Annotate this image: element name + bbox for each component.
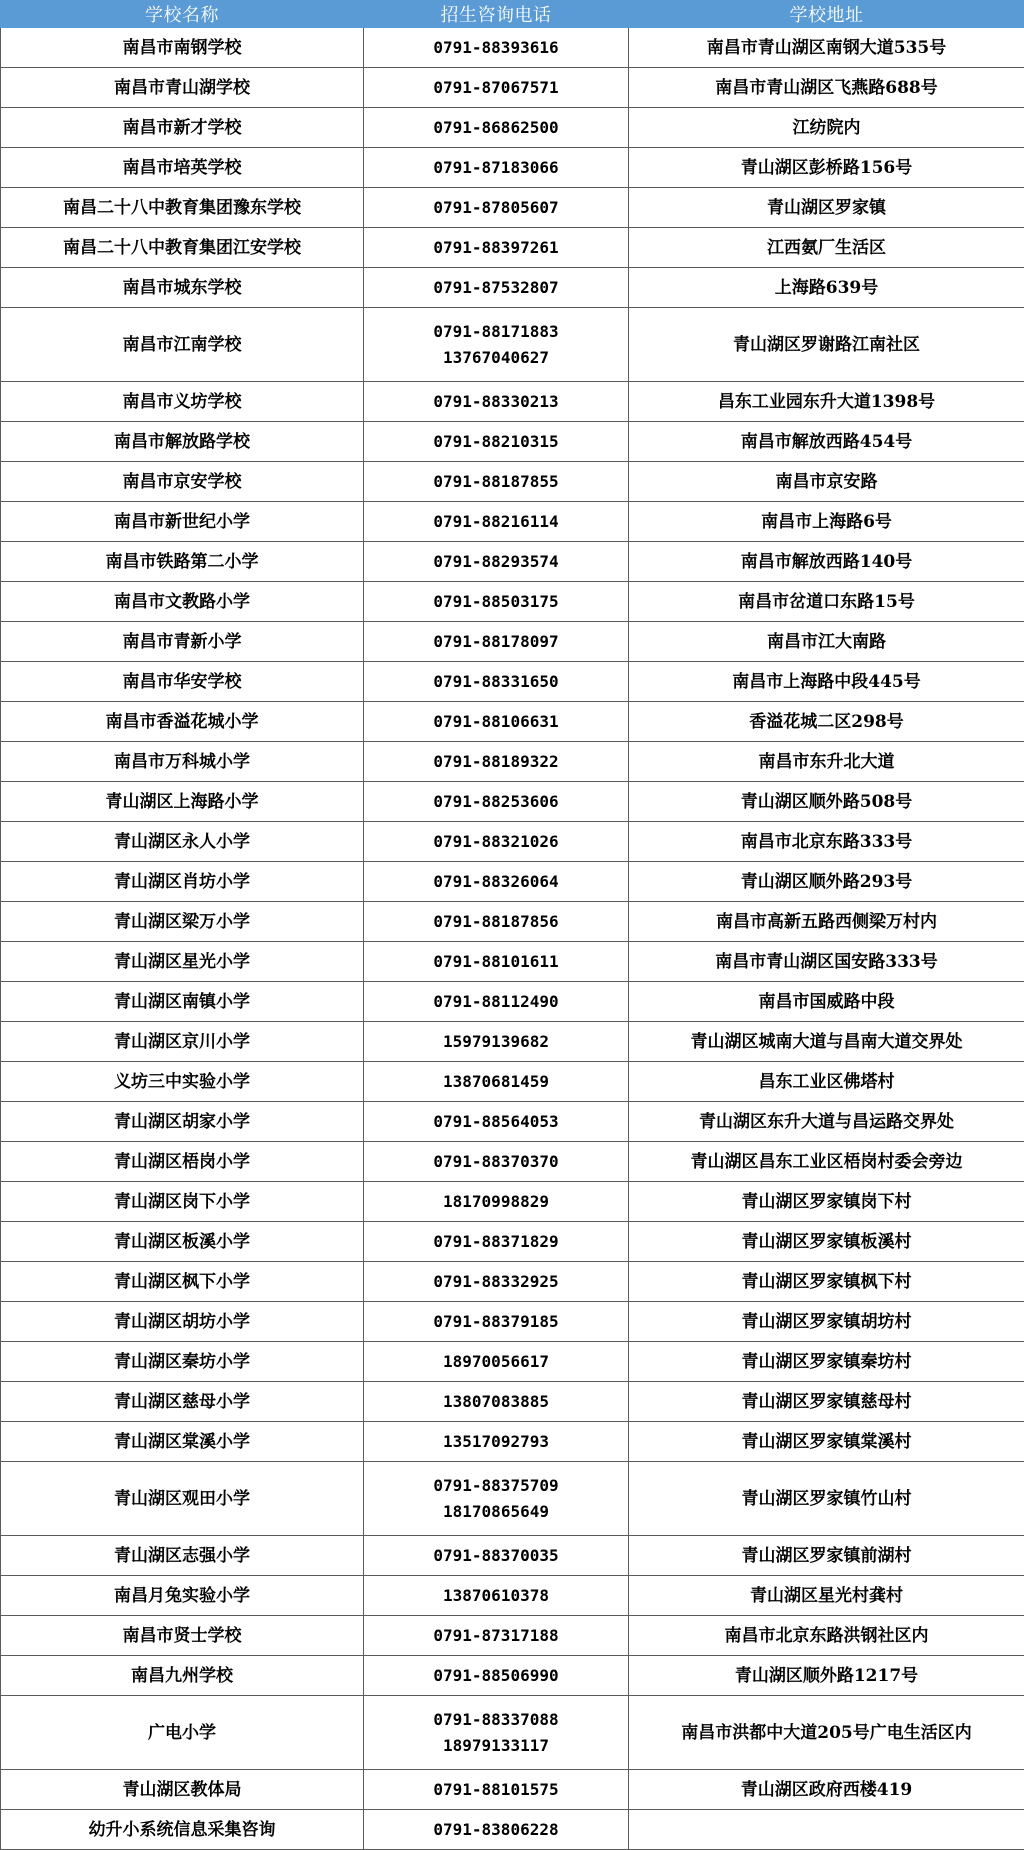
phone-cell: [364, 622, 629, 662]
phone-number: 18970056617: [364, 1349, 628, 1375]
phone-cell: [364, 822, 629, 862]
address-cell: 昌东工业区佛塔村: [629, 1062, 1024, 1102]
school-name-cell: 南昌市培英学校: [1, 148, 364, 188]
school-name-cell: 南昌市华安学校: [1, 662, 364, 702]
school-name-cell: 青山湖区肖坊小学: [1, 862, 364, 902]
school-name-cell: 南昌九州学校: [1, 1656, 364, 1696]
address-cell: 青山湖区罗谢路江南社区: [629, 308, 1024, 382]
address-cell: 南昌市解放西路140号: [629, 542, 1024, 582]
phone-number: 0791-88187856: [364, 909, 628, 935]
table-row: [1, 902, 1024, 942]
table-row: [1, 1382, 1024, 1422]
school-name-cell: 青山湖区永人小学: [1, 822, 364, 862]
table-row: [1, 188, 1024, 228]
table-row: [1, 108, 1024, 148]
school-name-cell: 青山湖区胡家小学: [1, 1102, 364, 1142]
table-row: [1, 382, 1024, 422]
address-cell: 青山湖区罗家镇竹山村: [629, 1462, 1024, 1536]
address-cell: 青山湖区彭桥路156号: [629, 148, 1024, 188]
phone-number: 0791-88337088: [364, 1707, 628, 1733]
address-cell: 南昌市高新五路西侧梁万村内: [629, 902, 1024, 942]
table-row: [1, 228, 1024, 268]
table-row: [1, 1576, 1024, 1616]
table-row: [1, 782, 1024, 822]
school-name-cell: 南昌市江南学校: [1, 308, 364, 382]
phone-cell: [364, 188, 629, 228]
phone-cell: [364, 862, 629, 902]
school-name-cell: 青山湖区梁万小学: [1, 902, 364, 942]
phone-cell: [364, 1222, 629, 1262]
phone-number: 0791-88293574: [364, 549, 628, 575]
table-row: [1, 942, 1024, 982]
phone-cell: [364, 1302, 629, 1342]
phone-cell: [364, 1142, 629, 1182]
table-row: [1, 702, 1024, 742]
header-school-name: 学校名称: [1, 1, 364, 28]
phone-number: 13807083885: [364, 1389, 628, 1415]
table-row: [1, 68, 1024, 108]
address-cell: 青山湖区罗家镇棠溪村: [629, 1422, 1024, 1462]
table-row: [1, 1656, 1024, 1696]
table-row: [1, 742, 1024, 782]
address-cell: 上海路639号: [629, 268, 1024, 308]
address-cell: 青山湖区罗家镇前湖村: [629, 1536, 1024, 1576]
phone-number: 13517092793: [364, 1429, 628, 1455]
phone-number: 0791-88503175: [364, 589, 628, 615]
school-name-cell: 青山湖区观田小学: [1, 1462, 364, 1536]
phone-number: 0791-88210315: [364, 429, 628, 455]
phone-number: 0791-88370035: [364, 1543, 628, 1569]
phone-number: 0791-87317188: [364, 1623, 628, 1649]
phone-cell: [364, 782, 629, 822]
address-cell: 青山湖区城南大道与昌南大道交界处: [629, 1022, 1024, 1062]
table-row: [1, 1302, 1024, 1342]
school-name-cell: 青山湖区胡坊小学: [1, 1302, 364, 1342]
phone-cell: [364, 1062, 629, 1102]
phone-number: 0791-88375709: [364, 1473, 628, 1499]
phone-number: 0791-87532807: [364, 275, 628, 301]
address-cell: 青山湖区昌东工业区梧岗村委会旁边: [629, 1142, 1024, 1182]
phone-number: 0791-87805607: [364, 195, 628, 221]
phone-number: 0791-88370370: [364, 1149, 628, 1175]
phone-cell: [364, 942, 629, 982]
phone-cell: [364, 28, 629, 68]
table-body: [1, 28, 1024, 1850]
address-cell: 南昌市岔道口东路15号: [629, 582, 1024, 622]
address-cell: 南昌市北京东路333号: [629, 822, 1024, 862]
school-name-cell: 南昌市香溢花城小学: [1, 702, 364, 742]
phone-number: 0791-87183066: [364, 155, 628, 181]
table-row: [1, 1810, 1024, 1850]
phone-number: 0791-88101611: [364, 949, 628, 975]
table-row: [1, 502, 1024, 542]
address-cell: 香溢花城二区298号: [629, 702, 1024, 742]
phone-cell: [364, 1422, 629, 1462]
address-cell: 青山湖区罗家镇秦坊村: [629, 1342, 1024, 1382]
address-cell: 青山湖区罗家镇慈母村: [629, 1382, 1024, 1422]
phone-number: 0791-88187855: [364, 469, 628, 495]
phone-cell: [364, 1616, 629, 1656]
phone-number: 0791-87067571: [364, 75, 628, 101]
school-name-cell: 南昌市青新小学: [1, 622, 364, 662]
phone-number: 0791-88189322: [364, 749, 628, 775]
school-name-cell: 青山湖区梧岗小学: [1, 1142, 364, 1182]
school-name-cell: 青山湖区南镇小学: [1, 982, 364, 1022]
phone-cell: [364, 982, 629, 1022]
school-name-cell: 幼升小系统信息采集咨询: [1, 1810, 364, 1850]
school-name-cell: 青山湖区板溪小学: [1, 1222, 364, 1262]
phone-number: 0791-88178097: [364, 629, 628, 655]
phone-cell: [364, 1462, 629, 1536]
phone-cell: [364, 1656, 629, 1696]
school-name-cell: 青山湖区枫下小学: [1, 1262, 364, 1302]
table-row: [1, 1142, 1024, 1182]
table-row: [1, 1770, 1024, 1810]
table-row: [1, 822, 1024, 862]
school-name-cell: 南昌市解放路学校: [1, 422, 364, 462]
table-row: [1, 1102, 1024, 1142]
school-name-cell: 南昌市文教路小学: [1, 582, 364, 622]
phone-cell: [364, 702, 629, 742]
address-cell: 青山湖区顺外路1217号: [629, 1656, 1024, 1696]
phone-cell: [364, 582, 629, 622]
address-cell: 青山湖区政府西楼419: [629, 1770, 1024, 1810]
phone-number: 13767040627: [364, 345, 628, 371]
phone-cell: [364, 742, 629, 782]
table-row: [1, 462, 1024, 502]
address-cell: 青山湖区罗家镇岗下村: [629, 1182, 1024, 1222]
table-row: [1, 28, 1024, 68]
phone-cell: [364, 542, 629, 582]
phone-cell: [364, 228, 629, 268]
address-cell: 江西氨厂生活区: [629, 228, 1024, 268]
phone-number: 0791-88106631: [364, 709, 628, 735]
address-cell: [629, 1810, 1024, 1850]
address-cell: 青山湖区顺外路293号: [629, 862, 1024, 902]
address-cell: 昌东工业园东升大道1398号: [629, 382, 1024, 422]
address-cell: 青山湖区罗家镇胡坊村: [629, 1302, 1024, 1342]
phone-number: 15979139682: [364, 1029, 628, 1055]
table-row: [1, 1222, 1024, 1262]
address-cell: 南昌市国威路中段: [629, 982, 1024, 1022]
phone-cell: [364, 1536, 629, 1576]
school-name-cell: 南昌市新世纪小学: [1, 502, 364, 542]
phone-cell: [364, 148, 629, 188]
school-name-cell: 南昌市万科城小学: [1, 742, 364, 782]
school-name-cell: 青山湖区京川小学: [1, 1022, 364, 1062]
school-name-cell: 广电小学: [1, 1696, 364, 1770]
phone-number: 0791-88331650: [364, 669, 628, 695]
phone-number: 0791-83806228: [364, 1817, 628, 1843]
phone-cell: [364, 1102, 629, 1142]
phone-number: 0791-88321026: [364, 829, 628, 855]
phone-number: 0791-88564053: [364, 1109, 628, 1135]
phone-number: 0791-88171883: [364, 319, 628, 345]
table-row: [1, 862, 1024, 902]
address-cell: 青山湖区罗家镇: [629, 188, 1024, 228]
table-row: [1, 268, 1024, 308]
phone-cell: [364, 1696, 629, 1770]
address-cell: 南昌市京安路: [629, 462, 1024, 502]
table-row: [1, 582, 1024, 622]
school-name-cell: 义坊三中实验小学: [1, 1062, 364, 1102]
phone-cell: [364, 68, 629, 108]
school-name-cell: 南昌市铁路第二小学: [1, 542, 364, 582]
address-cell: 南昌市青山湖区南钢大道535号: [629, 28, 1024, 68]
phone-number: 0791-88101575: [364, 1777, 628, 1803]
school-name-cell: 南昌市南钢学校: [1, 28, 364, 68]
header-row: [1, 1, 1024, 28]
phone-number: 0791-86862500: [364, 115, 628, 141]
phone-cell: [364, 1182, 629, 1222]
phone-cell: [364, 1576, 629, 1616]
address-cell: 青山湖区顺外路508号: [629, 782, 1024, 822]
address-cell: 青山湖区罗家镇板溪村: [629, 1222, 1024, 1262]
school-name-cell: 青山湖区岗下小学: [1, 1182, 364, 1222]
school-name-cell: 南昌二十八中教育集团豫东学校: [1, 188, 364, 228]
phone-cell: [364, 902, 629, 942]
address-cell: 南昌市上海路6号: [629, 502, 1024, 542]
table-row: [1, 982, 1024, 1022]
phone-number: 0791-88332925: [364, 1269, 628, 1295]
address-cell: 南昌市解放西路454号: [629, 422, 1024, 462]
table-row: [1, 1422, 1024, 1462]
phone-number: 13870610378: [364, 1583, 628, 1609]
phone-number: 18170865649: [364, 1499, 628, 1525]
phone-number: 0791-88330213: [364, 389, 628, 415]
school-name-cell: 南昌市新才学校: [1, 108, 364, 148]
phone-cell: [364, 1770, 629, 1810]
phone-cell: [364, 462, 629, 502]
school-name-cell: 南昌市青山湖学校: [1, 68, 364, 108]
phone-number: 13870681459: [364, 1069, 628, 1095]
phone-cell: [364, 1262, 629, 1302]
phone-cell: [364, 1382, 629, 1422]
school-name-cell: 青山湖区慈母小学: [1, 1382, 364, 1422]
school-name-cell: 南昌月兔实验小学: [1, 1576, 364, 1616]
address-cell: 南昌市青山湖区飞燕路688号: [629, 68, 1024, 108]
phone-number: 0791-88371829: [364, 1229, 628, 1255]
phone-number: 0791-88216114: [364, 509, 628, 535]
school-name-cell: 南昌市城东学校: [1, 268, 364, 308]
table-row: [1, 1182, 1024, 1222]
school-name-cell: 南昌市贤士学校: [1, 1616, 364, 1656]
phone-cell: [364, 308, 629, 382]
school-name-cell: 青山湖区上海路小学: [1, 782, 364, 822]
phone-number: 0791-88506990: [364, 1663, 628, 1689]
school-name-cell: 南昌市义坊学校: [1, 382, 364, 422]
table-row: [1, 148, 1024, 188]
school-name-cell: 青山湖区棠溪小学: [1, 1422, 364, 1462]
phone-number: 18170998829: [364, 1189, 628, 1215]
school-name-cell: 青山湖区教体局: [1, 1770, 364, 1810]
phone-number: 0791-88397261: [364, 235, 628, 261]
school-name-cell: 青山湖区星光小学: [1, 942, 364, 982]
table-row: [1, 1462, 1024, 1536]
address-cell: 青山湖区罗家镇枫下村: [629, 1262, 1024, 1302]
phone-number: 0791-88393616: [364, 35, 628, 61]
phone-cell: [364, 502, 629, 542]
table-row: [1, 1062, 1024, 1102]
phone-cell: [364, 382, 629, 422]
table-row: [1, 1022, 1024, 1062]
phone-number: 0791-88253606: [364, 789, 628, 815]
header-address: 学校地址: [629, 1, 1024, 28]
address-cell: 青山湖区星光村龚村: [629, 1576, 1024, 1616]
phone-cell: [364, 1342, 629, 1382]
phone-cell: [364, 662, 629, 702]
school-name-cell: 南昌二十八中教育集团江安学校: [1, 228, 364, 268]
address-cell: 南昌市洪都中大道205号广电生活区内: [629, 1696, 1024, 1770]
address-cell: 南昌市北京东路洪钢社区内: [629, 1616, 1024, 1656]
address-cell: 南昌市上海路中段445号: [629, 662, 1024, 702]
phone-cell: [364, 422, 629, 462]
header-phone: 招生咨询电话: [364, 1, 629, 28]
phone-cell: [364, 108, 629, 148]
phone-number: 0791-88326064: [364, 869, 628, 895]
table-row: [1, 1536, 1024, 1576]
phone-number: 18979133117: [364, 1733, 628, 1759]
table-row: [1, 422, 1024, 462]
school-name-cell: 南昌市京安学校: [1, 462, 364, 502]
address-cell: 江纺院内: [629, 108, 1024, 148]
school-name-cell: 青山湖区秦坊小学: [1, 1342, 364, 1382]
table-row: [1, 1262, 1024, 1302]
table-row: [1, 1616, 1024, 1656]
table-row: [1, 542, 1024, 582]
table-row: [1, 622, 1024, 662]
address-cell: 南昌市江大南路: [629, 622, 1024, 662]
table-row: [1, 1342, 1024, 1382]
address-cell: 青山湖区东升大道与昌运路交界处: [629, 1102, 1024, 1142]
phone-cell: [364, 1022, 629, 1062]
phone-number: 0791-88379185: [364, 1309, 628, 1335]
table-row: [1, 1696, 1024, 1770]
phone-cell: [364, 268, 629, 308]
phone-number: 0791-88112490: [364, 989, 628, 1015]
address-cell: 南昌市青山湖区国安路333号: [629, 942, 1024, 982]
school-name-cell: 青山湖区志强小学: [1, 1536, 364, 1576]
table-row: [1, 308, 1024, 382]
table-row: [1, 662, 1024, 702]
address-cell: 南昌市东升北大道: [629, 742, 1024, 782]
phone-cell: [364, 1810, 629, 1850]
